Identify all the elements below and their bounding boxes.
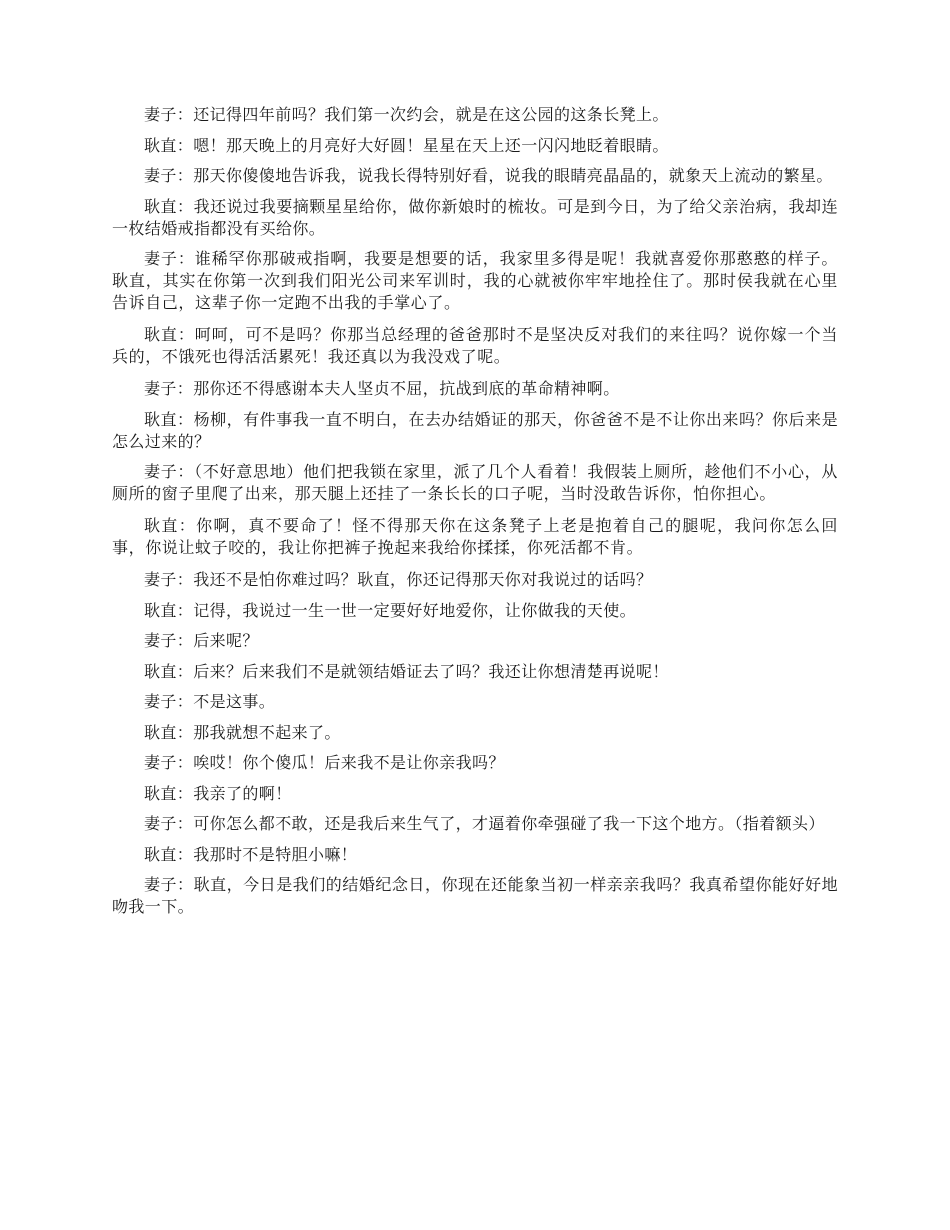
script-page: [112, 104, 838, 927]
dialogue-line: 妻子：后来呢？: [144, 631, 259, 650]
dialogue-line: 妻子：不是这事。: [144, 692, 276, 711]
dialogue-line: 妻子：耿直，今日是我们的结婚纪念日，你现在还能象当初一样亲亲我吗？我真希望你能好好地吻我一下。: [112, 875, 838, 916]
dialogue-line: 妻子：可你怎么都不敢，还是我后来生气了，才逼着你牵强碰了我一下这个地方。（指着额头）: [144, 814, 825, 833]
dialogue-line: 妻子：（不好意思地）他们把我锁在家里，派了几个人看着！我假装上厕所，趁他们不小心，从厕所的窗子里爬了出来，那天腿上还挂了一条长长的口子呢，当时没敢告诉你，怕你担心。: [112, 462, 838, 503]
dialogue-line: 耿直：我还说过我要摘颗星星给你，做你新娘时的梳妆。可是到今日，为了给父亲治病，我却连一枚结婚戒指都没有买给你。: [112, 196, 838, 238]
dialogue-line: 耿直：嗯！那天晚上的月亮好大好圆！星星在天上还一闪闪地眨着眼睛。: [144, 135, 669, 155]
dialogue-line: 耿直：那我就想不起来了。: [144, 722, 341, 742]
dialogue-line: 妻子：谁稀罕你那破戒指啊，我要是想要的话，我家里多得是呢！我就喜爱你那憨憨的样子。耿直，其实在你第一次到我们阳光公司来军训时，我的心就被你牢牢地拴住了。那时侯我就在心里告诉自己，这辈子你一定跑不出我的手掌心了。: [112, 249, 838, 312]
dialogue-line: 耿直：我那时不是特胆小嘛！: [144, 844, 358, 864]
dialogue-line: 妻子：还记得四年前吗？我们第一次约会，就是在这公园的这条长凳上。: [144, 105, 669, 124]
dialogue-line: 妻子：那天你傻傻地告诉我，说我长得特别好看，说我的眼睛亮晶晶的，就象天上流动的繁星。: [144, 166, 833, 185]
dialogue-line: 耿直：杨柳，有件事我一直不明白，在去办结婚证的那天，你爸爸不是不让你出来吗？你后来是怎么过来的？: [112, 409, 838, 451]
dialogue-line: 耿直：呵呵，可不是吗？你那当总经理的爸爸那时不是坚决反对我们的来往吗？说你嫁一个当兵的，不饿死也得活活累死！我还真以为我没戏了呢。: [112, 325, 838, 366]
dialogue-line: 妻子：我还不是怕你难过吗？耿直，你还记得那天你对我说过的话吗？: [144, 570, 653, 589]
dialogue-line: 耿直：你啊，真不要命了！怪不得那天你在这条凳子上老是抱着自己的腿呢，我问你怎么回事，你说让蚊子咬的，我让你把裤子挽起来我给你揉揉，你死活都不肯。: [112, 516, 838, 557]
dialogue-line: 妻子：唉哎！你个傻瓜！后来我不是让你亲我吗？: [144, 753, 505, 772]
dialogue-line: 耿直：我亲了的啊！: [144, 783, 292, 803]
dialogue-line: 妻子：那你还不得感谢本夫人坚贞不屈，抗战到底的革命精神啊。: [144, 379, 620, 398]
dialogue-line: 耿直：记得，我说过一生一世一定要好好地爱你，让你做我的天使。: [144, 600, 637, 620]
dialogue-line: 耿直：后来？后来我们不是就领结婚证去了吗？我还让你想清楚再说呢！: [144, 661, 669, 681]
